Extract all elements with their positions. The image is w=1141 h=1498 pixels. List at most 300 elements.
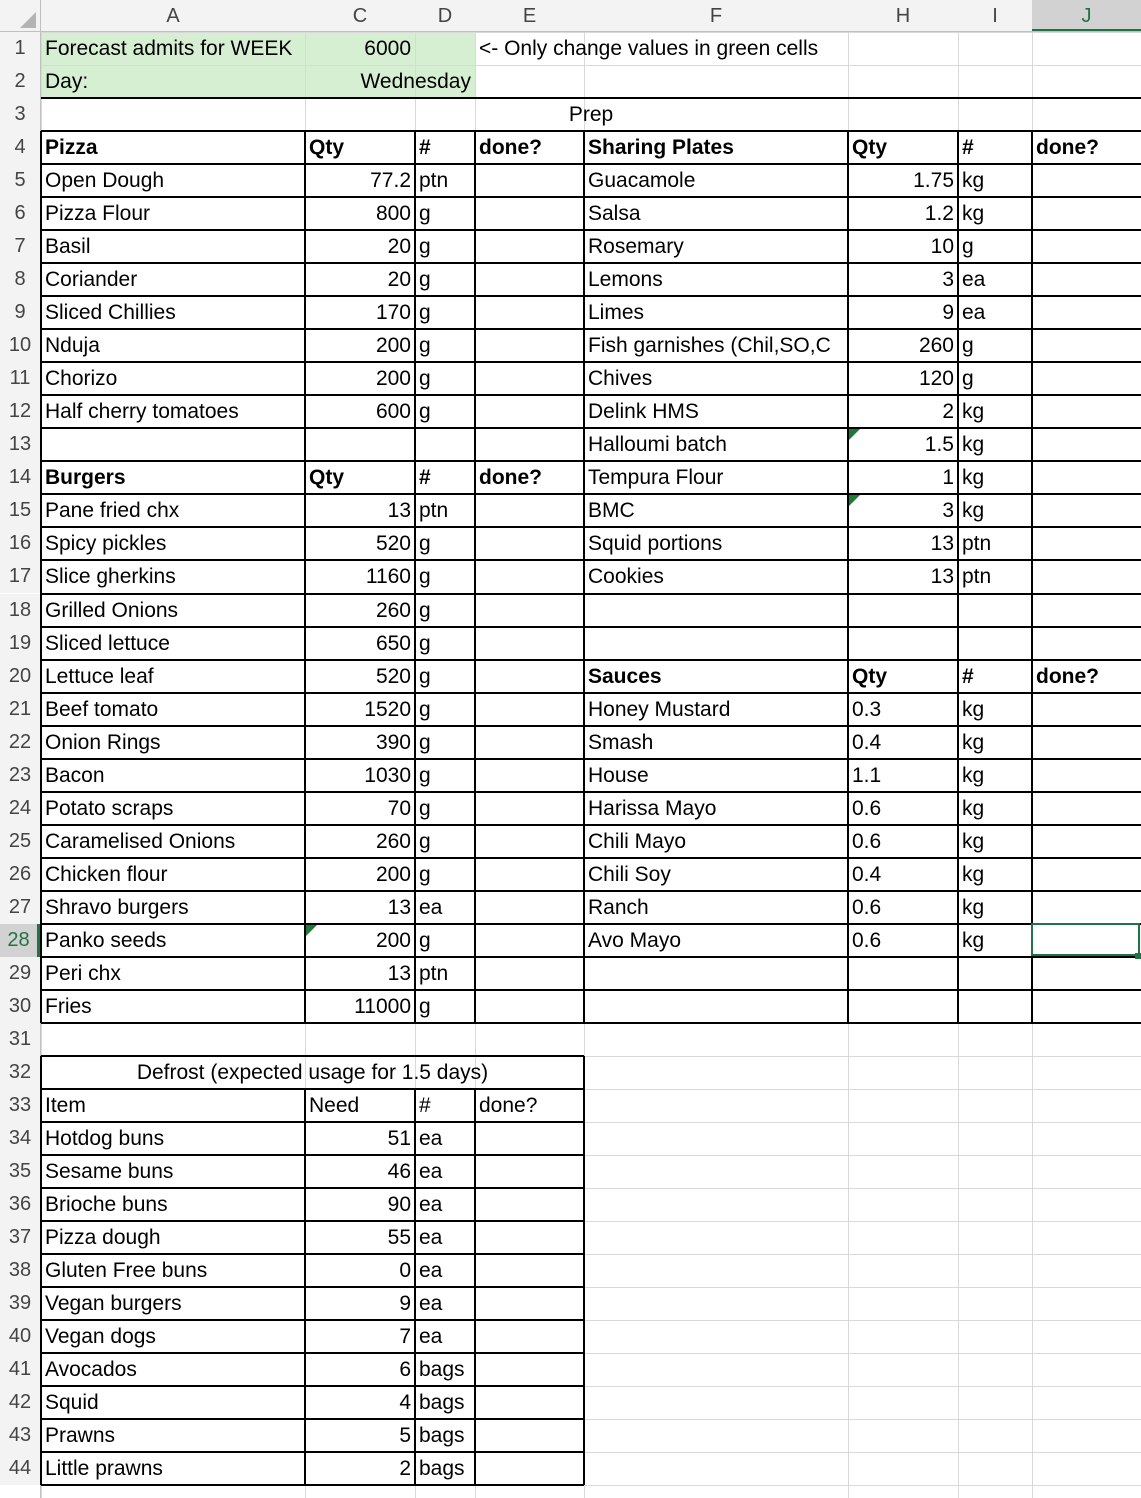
- row-header[interactable]: 17: [0, 560, 40, 593]
- defrost-item-name[interactable]: Vegan dogs: [45, 1325, 156, 1349]
- sharing-done-header[interactable]: done?: [1036, 136, 1099, 160]
- row-header[interactable]: 37: [0, 1221, 40, 1254]
- sharing-unit-header[interactable]: #: [962, 136, 974, 160]
- pizza-unit-header[interactable]: #: [419, 136, 431, 160]
- pizza-item-qty[interactable]: 20: [387, 268, 411, 292]
- sharing-item-done[interactable]: [1032, 428, 1141, 461]
- burgers-item-name[interactable]: Potato scraps: [45, 796, 174, 820]
- sauces-item-name[interactable]: Avo Mayo: [588, 928, 681, 952]
- sharing-item-qty[interactable]: 3: [942, 499, 954, 523]
- row-header[interactable]: 7: [0, 230, 40, 263]
- sharing-item-name[interactable]: Rosemary: [588, 235, 684, 259]
- defrost-item-name[interactable]: Sesame buns: [45, 1160, 174, 1184]
- row-header[interactable]: 18: [0, 594, 40, 627]
- burgers-item-done[interactable]: [475, 494, 584, 527]
- pizza-item-unit[interactable]: g: [419, 334, 431, 358]
- burgers-item-done[interactable]: [475, 726, 584, 759]
- column-header-d[interactable]: D: [415, 0, 475, 32]
- defrost-item-name[interactable]: Gluten Free buns: [45, 1259, 208, 1283]
- defrost-item-unit[interactable]: bags: [419, 1457, 465, 1481]
- burgers-item-name[interactable]: Panko seeds: [45, 928, 167, 952]
- sauces-item-qty[interactable]: 1.1: [852, 763, 882, 787]
- column-header-h[interactable]: H: [848, 0, 958, 32]
- burgers-item-unit[interactable]: g: [419, 796, 431, 820]
- defrost-item-name[interactable]: Hotdog buns: [45, 1126, 165, 1150]
- burgers-item-name[interactable]: Onion Rings: [45, 730, 161, 754]
- defrost-item-need[interactable]: 0: [399, 1259, 411, 1283]
- burgers-item-qty[interactable]: 520: [375, 532, 411, 556]
- defrost-item-unit[interactable]: ea: [419, 1226, 443, 1250]
- sharing-item-unit[interactable]: kg: [962, 433, 985, 457]
- burgers-item-done[interactable]: [475, 825, 584, 858]
- burgers-item-unit[interactable]: g: [419, 565, 431, 589]
- pizza-item-name[interactable]: Nduja: [45, 334, 100, 358]
- sauces-item-qty[interactable]: 0.6: [852, 829, 882, 853]
- column-header-j[interactable]: J: [1032, 0, 1141, 32]
- defrost-item-need[interactable]: 5: [399, 1424, 411, 1448]
- sauces-item-name[interactable]: House: [588, 763, 649, 787]
- table-border: [584, 460, 1141, 462]
- burgers-item-qty[interactable]: 70: [387, 796, 411, 820]
- defrost-item-name[interactable]: Avocados: [45, 1358, 137, 1382]
- sharing-item-unit[interactable]: kg: [962, 499, 985, 523]
- burgers-item-qty[interactable]: 390: [375, 730, 411, 754]
- sharing-item-name[interactable]: Lemons: [588, 268, 663, 292]
- sharing-item-unit[interactable]: kg: [962, 400, 985, 424]
- column-header-c[interactable]: C: [305, 0, 415, 32]
- burgers-item-done[interactable]: [475, 560, 584, 593]
- comment-indicator-icon[interactable]: [306, 925, 317, 936]
- sauces-item-done[interactable]: [1032, 693, 1141, 726]
- row-header[interactable]: 28: [0, 924, 40, 957]
- burgers-item-unit[interactable]: g: [419, 829, 431, 853]
- day-label[interactable]: Day:: [45, 70, 89, 94]
- burgers-item-qty[interactable]: 1160: [365, 565, 411, 589]
- sauces-item-unit[interactable]: kg: [962, 928, 985, 952]
- sauces-item-done[interactable]: [1032, 858, 1141, 891]
- defrost-need-header[interactable]: Need: [309, 1093, 360, 1117]
- pizza-item-done[interactable]: [475, 230, 584, 263]
- row-header[interactable]: 14: [0, 461, 40, 494]
- pizza-item-qty[interactable]: 77.2: [370, 169, 411, 193]
- burgers-item-qty[interactable]: 520: [375, 664, 411, 688]
- pizza-item-qty[interactable]: 20: [387, 235, 411, 259]
- burgers-item-done[interactable]: [475, 891, 584, 924]
- sharing-item-qty[interactable]: 3: [942, 268, 954, 292]
- burgers-item-qty[interactable]: 260: [375, 829, 411, 853]
- sharing-item-name[interactable]: Squid portions: [588, 532, 723, 556]
- row-header[interactable]: 24: [0, 792, 40, 825]
- defrost-item-header[interactable]: Item: [45, 1093, 86, 1117]
- sharing-item-name[interactable]: Delink HMS: [588, 400, 699, 424]
- burgers-item-done[interactable]: [475, 924, 584, 957]
- row-header[interactable]: 10: [0, 329, 40, 362]
- sauces-item-qty[interactable]: 0.4: [852, 730, 882, 754]
- sharing-item-unit[interactable]: kg: [962, 202, 985, 226]
- sauces-item-name[interactable]: Chili Soy: [588, 862, 671, 886]
- sauces-item-unit[interactable]: kg: [962, 730, 985, 754]
- sharing-item-done[interactable]: [1032, 527, 1141, 560]
- defrost-item-name[interactable]: Vegan burgers: [45, 1292, 182, 1316]
- row-header[interactable]: 25: [0, 825, 40, 858]
- table-border: [584, 394, 1141, 396]
- forecast-input[interactable]: 6000: [364, 37, 411, 60]
- sauces-item-name[interactable]: Harissa Mayo: [588, 796, 717, 820]
- sharing-item-qty[interactable]: 1.5: [924, 433, 954, 457]
- burgers-item-done[interactable]: [475, 792, 584, 825]
- sauces-item-done[interactable]: [1032, 792, 1141, 825]
- sauces-item-qty[interactable]: 0.3: [852, 697, 882, 721]
- sauces-item-name[interactable]: Smash: [588, 730, 654, 754]
- burgers-item-name[interactable]: Grilled Onions: [45, 598, 179, 622]
- burgers-item-done[interactable]: [475, 527, 584, 560]
- sauces-item-name[interactable]: Honey Mustard: [588, 697, 731, 721]
- sharing-item-qty[interactable]: 13: [930, 532, 954, 556]
- row-header[interactable]: 30: [0, 990, 40, 1023]
- column-header-i[interactable]: I: [958, 0, 1032, 32]
- sharing-item-done[interactable]: [1032, 362, 1141, 395]
- sharing-item-unit[interactable]: ea: [962, 301, 986, 325]
- sharing-item-done[interactable]: [1032, 461, 1141, 494]
- pizza-item-name[interactable]: Coriander: [45, 268, 138, 292]
- defrost-item-need[interactable]: 46: [387, 1160, 411, 1184]
- select-all-icon[interactable]: [20, 12, 36, 28]
- burgers-item-name[interactable]: Spicy pickles: [45, 532, 167, 556]
- sauces-item-done[interactable]: [1032, 759, 1141, 792]
- defrost-item-unit[interactable]: bags: [419, 1391, 465, 1415]
- row-header[interactable]: 13: [0, 428, 40, 461]
- burgers-item-unit[interactable]: g: [419, 994, 431, 1018]
- pizza-item-done[interactable]: [475, 296, 584, 329]
- row-header[interactable]: 6: [0, 197, 40, 230]
- sharing-item-unit[interactable]: ptn: [962, 532, 992, 556]
- pizza-item-unit[interactable]: ptn: [419, 169, 449, 193]
- row-header[interactable]: 39: [0, 1287, 40, 1320]
- sharing-item-qty[interactable]: 10: [930, 235, 954, 259]
- burgers-item-name[interactable]: Fries: [45, 994, 92, 1018]
- sharing-item-qty[interactable]: 1: [942, 466, 954, 490]
- pizza-item-unit[interactable]: g: [419, 202, 431, 226]
- pizza-item-name[interactable]: Basil: [45, 235, 91, 259]
- burgers-item-name[interactable]: Slice gherkins: [45, 565, 176, 589]
- sauces-item-name[interactable]: Ranch: [588, 895, 649, 919]
- sharing-item-name[interactable]: Chives: [588, 367, 653, 391]
- defrost-item-need[interactable]: 7: [399, 1325, 411, 1349]
- pizza-item-qty[interactable]: 200: [375, 367, 411, 391]
- burgers-item-unit[interactable]: g: [419, 631, 431, 655]
- burgers-done-header[interactable]: done?: [479, 466, 542, 490]
- sauces-item-qty[interactable]: 0.4: [852, 862, 882, 886]
- sharing-item-unit[interactable]: kg: [962, 466, 985, 490]
- prep-title[interactable]: Prep: [568, 103, 614, 127]
- row-header[interactable]: 12: [0, 395, 40, 428]
- burgers-item-name[interactable]: Peri chx: [45, 961, 121, 985]
- row-header[interactable]: 11: [0, 362, 40, 395]
- row-header[interactable]: 27: [0, 891, 40, 924]
- sharing-item-done[interactable]: [1032, 329, 1141, 362]
- burgers-item-name[interactable]: Chicken flour: [45, 862, 168, 886]
- row-header[interactable]: 2: [0, 65, 40, 98]
- pizza-item-name[interactable]: Half cherry tomatoes: [45, 400, 239, 424]
- burgers-item-qty[interactable]: 200: [375, 928, 411, 952]
- sharing-item-done[interactable]: [1032, 197, 1141, 230]
- sharing-item-unit[interactable]: g: [962, 235, 974, 259]
- burgers-item-qty[interactable]: 1520: [364, 697, 411, 721]
- sauces-item-qty[interactable]: 0.6: [852, 895, 882, 919]
- row-header[interactable]: 1: [0, 32, 40, 65]
- defrost-item-name[interactable]: Prawns: [45, 1424, 116, 1448]
- sauces-item-unit[interactable]: kg: [962, 895, 985, 919]
- burgers-qty-header[interactable]: Qty: [309, 466, 345, 490]
- row-header[interactable]: 20: [0, 660, 40, 693]
- burgers-item-done[interactable]: [475, 627, 584, 660]
- burgers-item-unit[interactable]: ptn: [419, 961, 449, 985]
- pizza-item-name[interactable]: Pizza Flour: [45, 202, 151, 226]
- burgers-item-unit[interactable]: ptn: [419, 499, 449, 523]
- sauces-item-qty[interactable]: 0.6: [852, 928, 882, 952]
- sauces-item-unit[interactable]: kg: [962, 796, 985, 820]
- pizza-item-name[interactable]: Chorizo: [45, 367, 118, 391]
- burgers-item-name[interactable]: Pane fried chx: [45, 499, 180, 523]
- pizza-item-qty[interactable]: 170: [375, 301, 411, 325]
- defrost-item-unit[interactable]: ea: [419, 1259, 443, 1283]
- row-header[interactable]: 34: [0, 1122, 40, 1155]
- sauces-item-done[interactable]: [1032, 825, 1141, 858]
- sauces-item-done[interactable]: [1032, 891, 1141, 924]
- burgers-item-name[interactable]: Beef tomato: [45, 697, 159, 721]
- pizza-item-unit[interactable]: g: [419, 367, 431, 391]
- burgers-item-done[interactable]: [475, 693, 584, 726]
- row-header[interactable]: 9: [0, 296, 40, 329]
- sharing-item-name[interactable]: Limes: [588, 301, 645, 325]
- burgers-item-qty[interactable]: 1030: [364, 763, 411, 787]
- burgers-item-unit[interactable]: g: [419, 862, 431, 886]
- defrost-item-unit[interactable]: ea: [419, 1292, 443, 1316]
- sharing-item-unit[interactable]: kg: [962, 169, 985, 193]
- sauces-item-qty[interactable]: 0.6: [852, 796, 882, 820]
- pizza-qty-header[interactable]: Qty: [309, 136, 345, 160]
- sauces-done-header[interactable]: done?: [1036, 664, 1099, 688]
- sharing-item-name[interactable]: BMC: [588, 499, 635, 523]
- pizza-title[interactable]: Pizza: [45, 136, 98, 160]
- burgers-item-unit[interactable]: ea: [419, 895, 443, 919]
- row-header[interactable]: 4: [0, 131, 40, 164]
- row-header[interactable]: 33: [0, 1089, 40, 1122]
- pizza-item-done[interactable]: [475, 395, 584, 428]
- sharing-item-qty[interactable]: 1.75: [913, 169, 954, 193]
- comment-indicator-icon[interactable]: [849, 495, 860, 506]
- row-header[interactable]: 8: [0, 263, 40, 296]
- row-header[interactable]: 35: [0, 1155, 40, 1188]
- sharing-item-qty[interactable]: 1.2: [924, 202, 954, 226]
- forecast-label[interactable]: Forecast admits for WEEK: [45, 37, 293, 60]
- pizza-item-unit[interactable]: g: [419, 400, 431, 424]
- sharing-item-unit[interactable]: ea: [962, 268, 986, 292]
- defrost-item-name[interactable]: Little prawns: [45, 1457, 163, 1481]
- pizza-item-unit[interactable]: g: [419, 268, 431, 292]
- pizza-item-name[interactable]: Open Dough: [45, 169, 165, 193]
- burgers-item-qty[interactable]: 260: [375, 598, 411, 622]
- row-header[interactable]: 22: [0, 726, 40, 759]
- defrost-item-unit[interactable]: bags: [419, 1424, 465, 1448]
- burgers-item-unit[interactable]: g: [419, 598, 431, 622]
- column-header-f[interactable]: F: [584, 0, 848, 32]
- defrost-item-name[interactable]: Brioche buns: [45, 1193, 168, 1217]
- sauces-item-name[interactable]: Chili Mayo: [588, 829, 687, 853]
- defrost-item-need[interactable]: 4: [399, 1391, 411, 1415]
- defrost-item-need[interactable]: 2: [399, 1457, 411, 1481]
- sharing-item-done[interactable]: [1032, 395, 1141, 428]
- defrost-done-header[interactable]: done?: [479, 1093, 538, 1117]
- row-header[interactable]: 19: [0, 627, 40, 660]
- row-header[interactable]: 36: [0, 1188, 40, 1221]
- pizza-item-unit[interactable]: g: [419, 235, 431, 259]
- sharing-item-qty[interactable]: 260: [918, 334, 954, 358]
- row-header[interactable]: 42: [0, 1386, 40, 1419]
- burgers-item-done[interactable]: [475, 990, 584, 1023]
- row-header[interactable]: 41: [0, 1353, 40, 1386]
- defrost-item-unit[interactable]: ea: [419, 1325, 443, 1349]
- burgers-item-name[interactable]: Bacon: [45, 763, 105, 787]
- row-header[interactable]: 43: [0, 1419, 40, 1452]
- burgers-item-done[interactable]: [475, 858, 584, 891]
- defrost-item-need[interactable]: 9: [399, 1292, 411, 1316]
- defrost-item-unit[interactable]: ea: [419, 1126, 443, 1150]
- sauces-item-unit[interactable]: kg: [962, 862, 985, 886]
- sharing-item-name[interactable]: Tempura Flour: [588, 466, 724, 490]
- defrost-item-name[interactable]: Pizza dough: [45, 1226, 161, 1250]
- sauces-item-unit[interactable]: kg: [962, 763, 985, 787]
- burgers-item-unit[interactable]: g: [419, 697, 431, 721]
- burgers-item-unit[interactable]: g: [419, 730, 431, 754]
- pizza-item-qty[interactable]: 600: [375, 400, 411, 424]
- sharing-item-qty[interactable]: 2: [942, 400, 954, 424]
- row-header[interactable]: 21: [0, 693, 40, 726]
- burgers-item-qty[interactable]: 13: [387, 499, 411, 523]
- day-input[interactable]: Wednesday: [360, 70, 471, 94]
- row-header[interactable]: 38: [0, 1254, 40, 1287]
- sharing-item-done[interactable]: [1032, 164, 1141, 197]
- defrost-item-name[interactable]: Squid: [45, 1391, 99, 1415]
- row-header[interactable]: 15: [0, 494, 40, 527]
- sharing-item-name[interactable]: Fish garnishes (Chil,SO,C: [588, 334, 831, 358]
- pizza-item-qty[interactable]: 800: [375, 202, 411, 226]
- pizza-item-done[interactable]: [475, 164, 584, 197]
- burgers-item-unit[interactable]: g: [419, 928, 431, 952]
- pizza-item-done[interactable]: [475, 362, 584, 395]
- burgers-item-qty[interactable]: 650: [375, 631, 411, 655]
- sharing-item-done[interactable]: [1032, 263, 1141, 296]
- sharing-item-qty[interactable]: 9: [942, 301, 954, 325]
- sharing-item-unit[interactable]: ptn: [962, 565, 992, 589]
- column-header-e[interactable]: E: [475, 0, 584, 32]
- column-header-a[interactable]: A: [41, 0, 305, 32]
- sauces-item-unit[interactable]: kg: [962, 829, 985, 853]
- pizza-item-unit[interactable]: g: [419, 301, 431, 325]
- table-border: [304, 131, 306, 1023]
- pizza-item-done[interactable]: [475, 197, 584, 230]
- burgers-item-unit[interactable]: g: [419, 763, 431, 787]
- sharing-item-name[interactable]: Halloumi batch: [588, 433, 727, 457]
- sharing-item-unit[interactable]: g: [962, 367, 974, 391]
- burgers-item-done[interactable]: [475, 957, 584, 990]
- defrost-unit-header[interactable]: #: [419, 1093, 431, 1117]
- comment-indicator-icon[interactable]: [849, 429, 860, 440]
- sharing-item-name[interactable]: Guacamole: [588, 169, 696, 193]
- sharing-item-name[interactable]: Cookies: [588, 565, 664, 589]
- row-header[interactable]: 5: [0, 164, 40, 197]
- pizza-item-name[interactable]: Sliced Chillies: [45, 301, 176, 325]
- burgers-item-done[interactable]: [475, 759, 584, 792]
- burgers-item-qty[interactable]: 200: [375, 862, 411, 886]
- active-cell-selection[interactable]: [1031, 923, 1140, 956]
- burgers-item-unit[interactable]: g: [419, 664, 431, 688]
- defrost-item-unit[interactable]: bags: [419, 1358, 465, 1382]
- sharing-item-done[interactable]: [1032, 230, 1141, 263]
- sauces-qty-header[interactable]: Qty: [852, 664, 888, 688]
- defrost-item-need[interactable]: 6: [399, 1358, 411, 1382]
- defrost-item-need[interactable]: 90: [387, 1193, 411, 1217]
- sharing-item-done[interactable]: [1032, 560, 1141, 593]
- row-header[interactable]: 3: [0, 98, 40, 131]
- row-header[interactable]: 16: [0, 527, 40, 560]
- sharing-qty-header[interactable]: Qty: [852, 136, 888, 160]
- sharing-title[interactable]: Sharing Plates: [588, 136, 734, 160]
- pizza-item-qty[interactable]: 200: [375, 334, 411, 358]
- burgers-title[interactable]: Burgers: [45, 466, 126, 490]
- burgers-item-done[interactable]: [475, 594, 584, 627]
- sauces-item-done[interactable]: [1032, 726, 1141, 759]
- sauces-title[interactable]: Sauces: [588, 664, 662, 688]
- sharing-item-unit[interactable]: g: [962, 334, 974, 358]
- defrost-title[interactable]: Defrost (expected usage for 1.5 days): [136, 1060, 489, 1084]
- sauces-item-unit[interactable]: kg: [962, 697, 985, 721]
- row-header[interactable]: 23: [0, 759, 40, 792]
- row-header[interactable]: 29: [0, 957, 40, 990]
- sharing-item-done[interactable]: [1032, 494, 1141, 527]
- sharing-item-name[interactable]: Salsa: [588, 202, 641, 226]
- sharing-item-qty[interactable]: 13: [930, 565, 954, 589]
- row-header[interactable]: 40: [0, 1320, 40, 1353]
- burgers-item-qty[interactable]: 11000: [354, 994, 411, 1018]
- burgers-item-name[interactable]: Sliced lettuce: [45, 631, 170, 655]
- defrost-item-unit[interactable]: ea: [419, 1160, 443, 1184]
- instruction-note[interactable]: <- Only change values in green cells: [479, 37, 819, 60]
- burgers-item-name[interactable]: Shravo burgers: [45, 895, 189, 919]
- row-header[interactable]: 32: [0, 1056, 40, 1089]
- defrost-item-need[interactable]: 55: [387, 1226, 411, 1250]
- burgers-item-qty[interactable]: 13: [387, 895, 411, 919]
- sauces-unit-header[interactable]: #: [962, 664, 974, 688]
- pizza-item-done[interactable]: [475, 329, 584, 362]
- row-header[interactable]: 44: [0, 1452, 40, 1485]
- fill-handle[interactable]: [1135, 953, 1141, 959]
- sharing-item-done[interactable]: [1032, 296, 1141, 329]
- defrost-item-need[interactable]: 51: [387, 1126, 411, 1150]
- burgers-item-done[interactable]: [475, 660, 584, 693]
- row-header[interactable]: 26: [0, 858, 40, 891]
- defrost-item-unit[interactable]: ea: [419, 1193, 443, 1217]
- sharing-item-qty[interactable]: 120: [918, 367, 954, 391]
- row-header[interactable]: 31: [0, 1023, 40, 1056]
- pizza-done-header[interactable]: done?: [479, 136, 542, 160]
- burgers-item-unit[interactable]: g: [419, 532, 431, 556]
- pizza-item-done[interactable]: [475, 263, 584, 296]
- burgers-unit-header[interactable]: #: [419, 466, 431, 490]
- burgers-item-name[interactable]: Caramelised Onions: [45, 829, 236, 853]
- burgers-item-name[interactable]: Lettuce leaf: [45, 664, 154, 688]
- burgers-item-qty[interactable]: 13: [387, 961, 411, 985]
